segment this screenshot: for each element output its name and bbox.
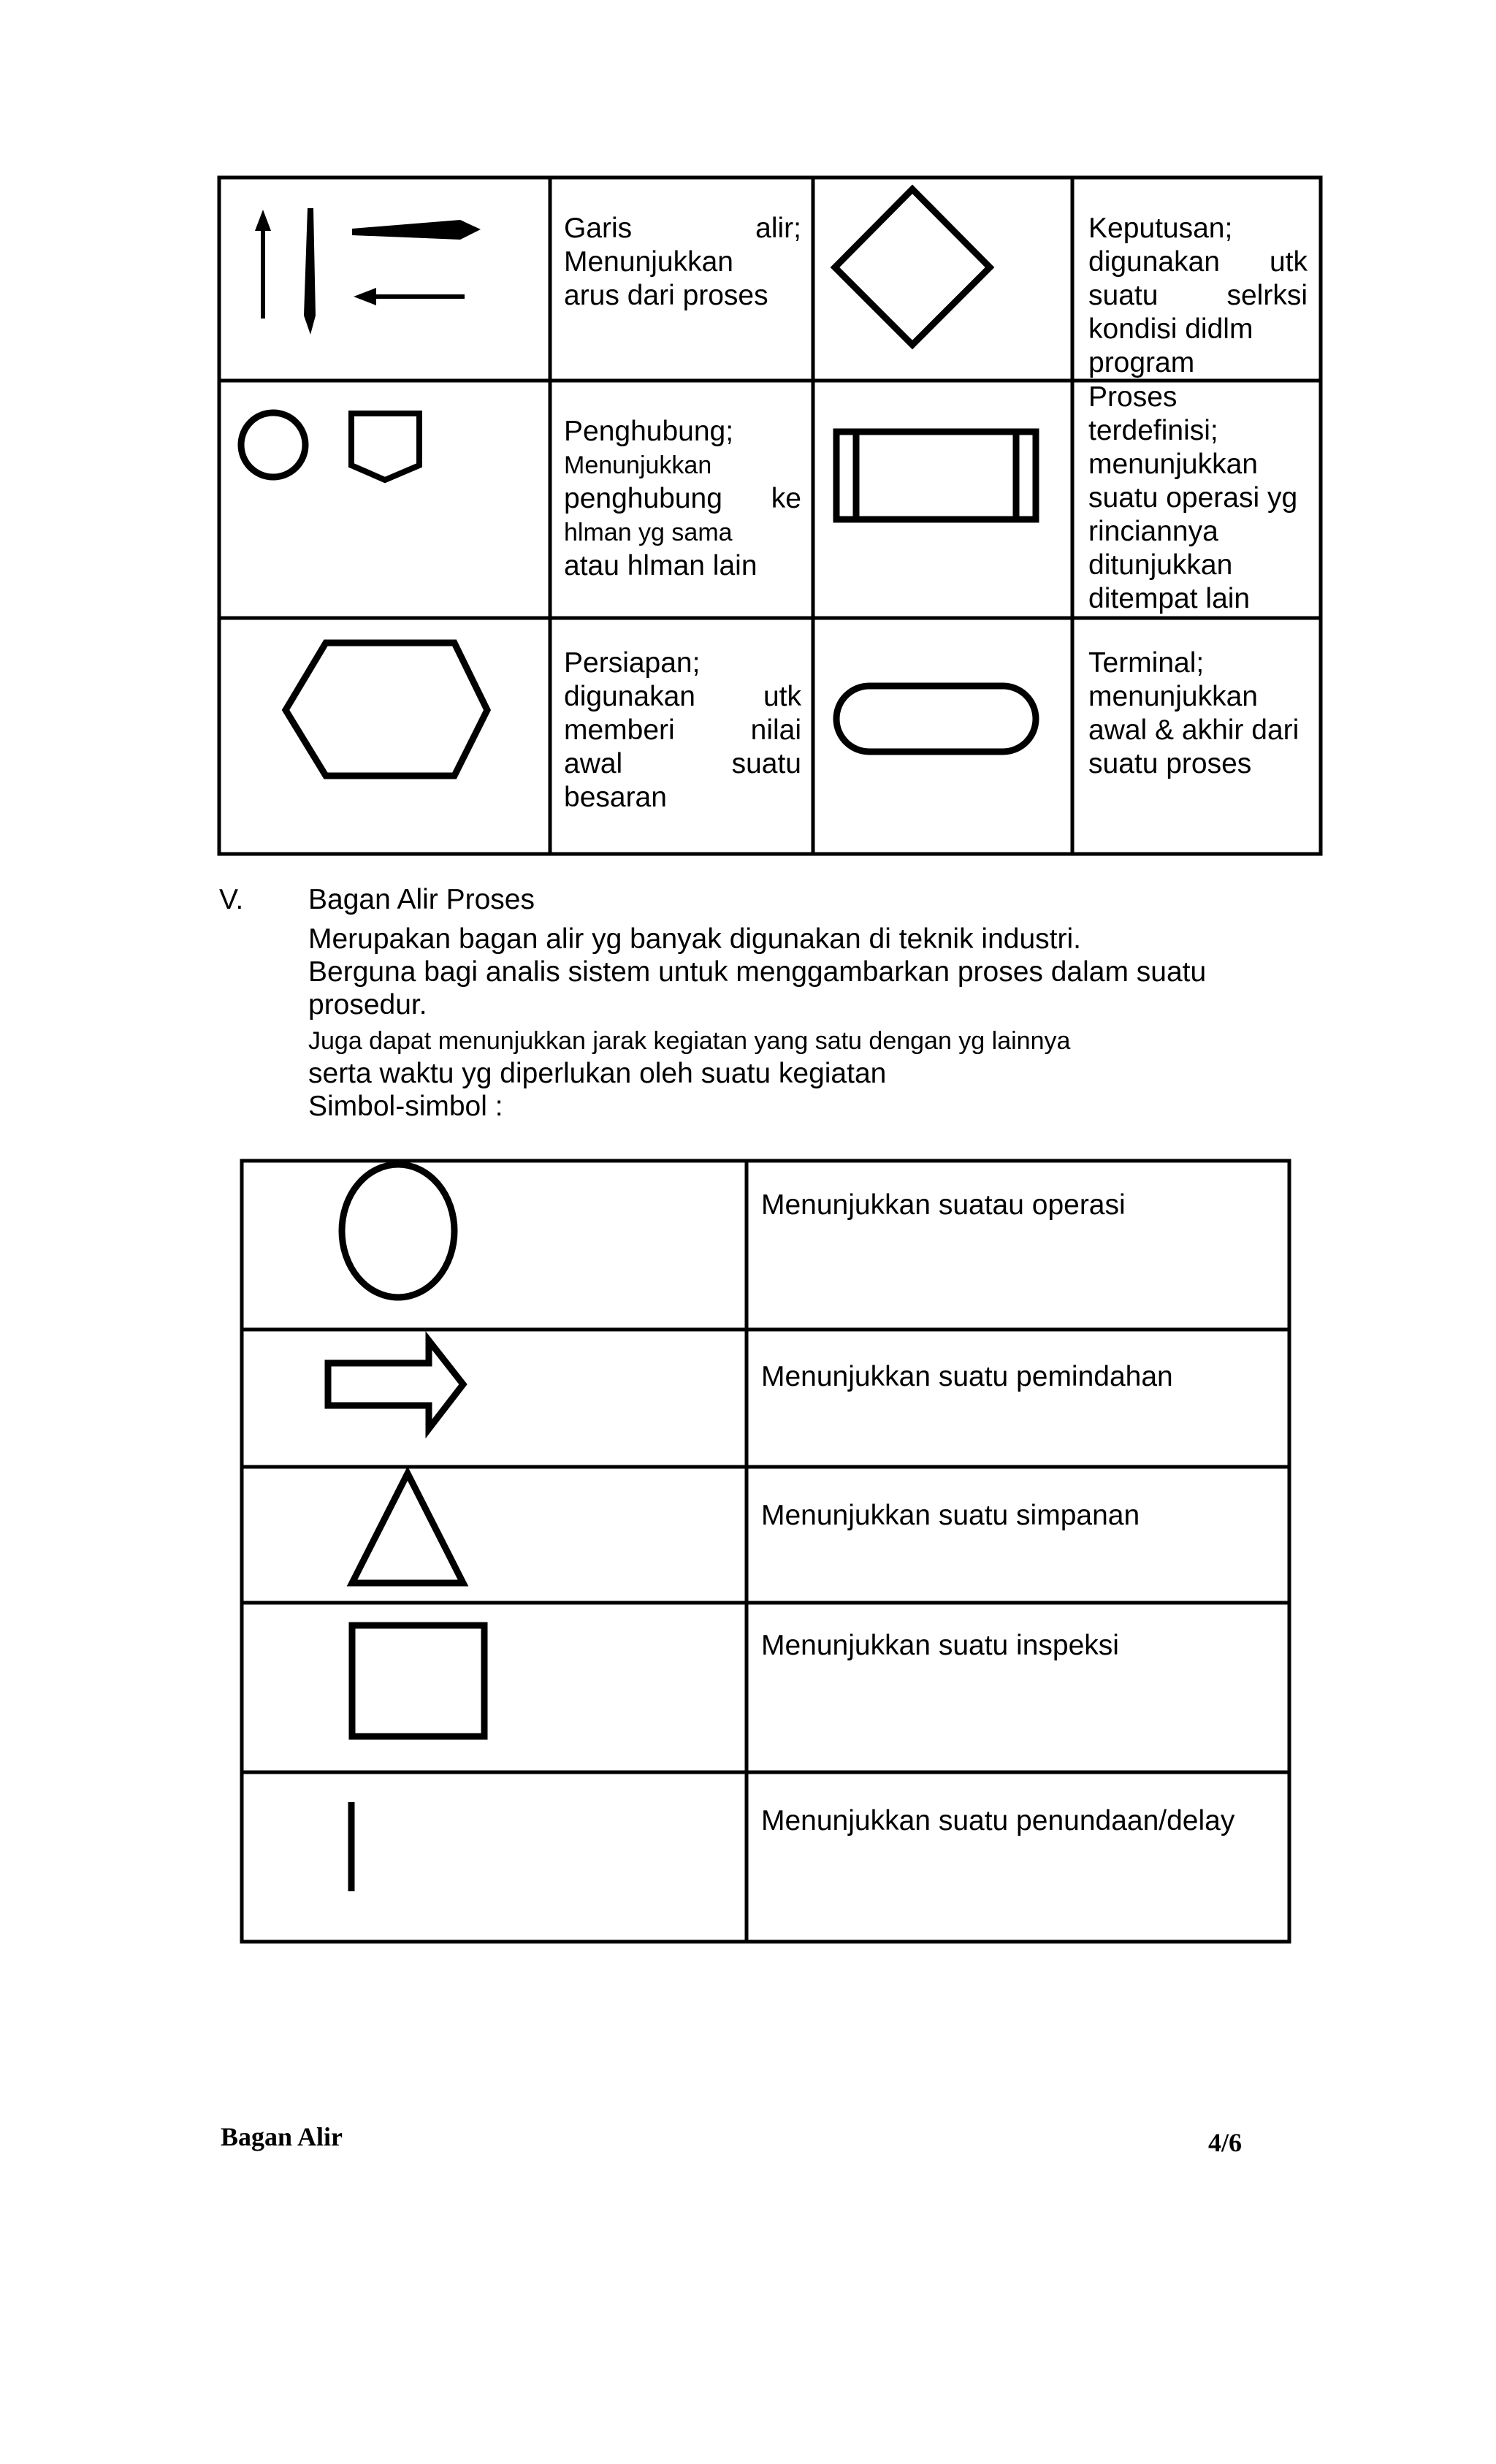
terminal-description: Terminal; menunjukkan awal & akhir dari suatu proses [1088, 647, 1300, 779]
transport-arrow-icon [328, 1340, 463, 1429]
predefined-process-description: Proses terdefinisi; menunjukkan suatu operasi yg rinciannya ditunjukkan ditempat lain [1088, 381, 1298, 614]
section-title: Bagan Alir Proses [308, 884, 535, 915]
connector-description: Penghubung; Menunjukkan penghubung ke hlman yg sama atau hlman lain [564, 416, 801, 581]
operation-ellipse-icon [342, 1164, 454, 1297]
inspection-square-icon [352, 1625, 484, 1736]
footer-title: Bagan Alir [221, 2122, 343, 2151]
section-number: V. [219, 884, 244, 915]
transport-description: Menunjukkan suatu pemindahan [761, 1361, 1173, 1392]
delay-description: Menunjukkan suatu penundaan/delay [761, 1805, 1235, 1836]
section-paragraph-line: Merupakan bagan alir yg banyak digunakan di teknik industri. [308, 923, 1081, 955]
preparation-description: Persiapan; digunakan utk memberi nilai awal suatu besaran [564, 647, 801, 813]
section-paragraph-line: Juga dapat menunjukkan jarak kegiatan yang satu dengan yg lainnya [308, 1027, 1071, 1055]
section-paragraph-line: Berguna bagi analis sistem untuk menggambarkan proses dalam suatu [308, 956, 1207, 988]
flow-line-description: Garis alir; Menunjukkan arus dari proses [564, 213, 801, 311]
storage-description: Menunjukkan suatu simpanan [761, 1500, 1140, 1531]
storage-triangle-icon [352, 1473, 463, 1583]
operation-description: Menunjukkan suatau operasi [761, 1189, 1126, 1221]
page-number: 4/6 [1208, 2128, 1243, 2157]
inspection-description: Menunjukkan suatu inspeksi [761, 1630, 1119, 1661]
section-paragraph-line: Simbol-simbol : [308, 1091, 503, 1122]
section-paragraph-line: prosedur. [308, 989, 427, 1021]
decision-description: Keputusan; digunakan utk suatu selrksi kondisi didlm program [1088, 213, 1308, 378]
section-paragraph-line: serta waktu yg diperlukan oleh suatu kegiatan [308, 1058, 887, 1089]
